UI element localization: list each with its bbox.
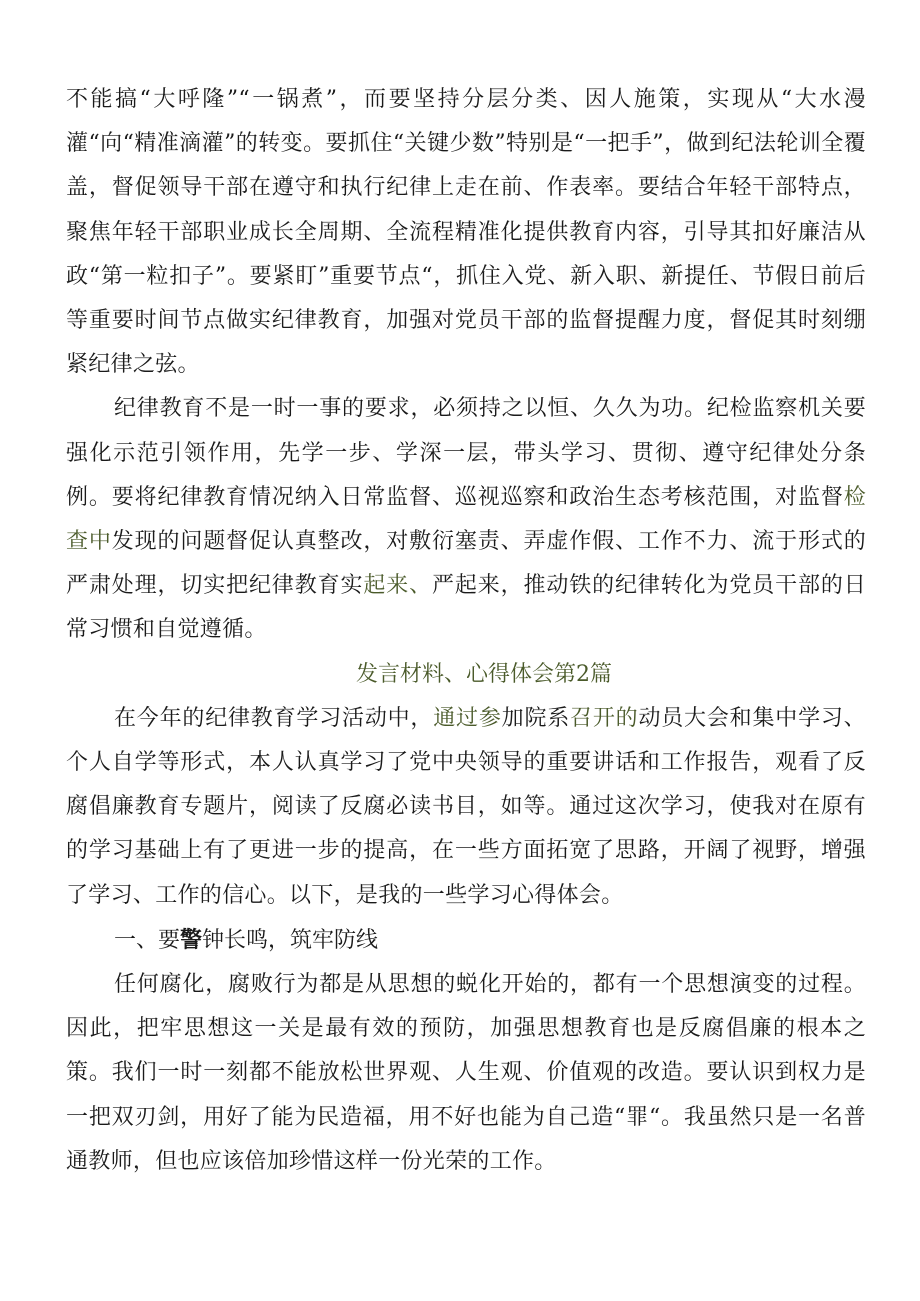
paragraph-2 xyxy=(66,387,866,652)
paragraph-3-highlight-a: 通过参 xyxy=(433,705,502,731)
section-heading-post: 钟长鸣，筑牢防线 xyxy=(202,927,379,953)
paragraph-2-text-a: 纪律教育不是一时一事的要求，必须持之以恒、久久为功。纪检监察机关要强化示范引领作用，先学一步、学深一层，带头学习、贯彻、遵守纪律处分条例。要将纪律教育情况纳入日常监督、巡视巡察和政治生态考核范围，对监督 xyxy=(66,396,866,510)
paragraph-2-text-c: 严起来，推动铁的纪律转化为党员干部的日常习惯和自觉遵循。 xyxy=(66,573,867,643)
section-heading-1 xyxy=(66,918,866,963)
paragraph-2-highlight-a: 检查中 xyxy=(66,484,866,555)
paragraph-3-text-a: 在今年的纪律教育学习活动中， xyxy=(114,705,434,731)
document-page xyxy=(66,78,866,1184)
section-heading-pre: 一、要 xyxy=(114,927,181,953)
section-subtitle: 发言材料、心得体会第2篇 xyxy=(356,661,612,687)
section-heading-bold: 警 xyxy=(180,926,203,953)
paragraph-1: 不能搞“大呼隆”“一锅煮”，而要坚持分层分类、因人施策，实现从“大水漫灌“向“精准滴灌”的转变。要抓住“关键少数”特别是“一把手”，做到纪法轮训全覆盖，督促领导干部在遵守和执行纪律上走在前、作表率。要结合年轻干部特点，聚焦年轻干部职业成长全周期、全流程精准化提供教育内容，引导其扣好廉洁从政“第一粒扣子”。要紧盯”重要节点“，抓住入党、新入职、新提任、节假日前后等重要时间节点做实纪律教育，加强对党员干部的监督提醒力度，督促其时刻绷紧纪律之弦。 xyxy=(66,87,866,378)
paragraph-2-highlight-b: 起来、 xyxy=(363,573,432,599)
paragraph-3-text-c: 动员大会和集中学习、个人自学等形式，本人认真学习了党中央领导的重要讲话和工作报告，观看了反腐倡廉教育专题片，阅读了反腐必读书目，如等。通过这次学习，使我对在原有的学习基础上有了更进一步的提高，在一些方面拓宽了思路，开阔了视野，增强了学习、工作的信心。以下，是我的一些学习心得体会。 xyxy=(66,705,866,908)
paragraph-3-highlight-b: 召开的 xyxy=(570,705,639,731)
paragraph-4: 任何腐化，腐败行为都是从思想的蜕化开始的，都有一个思想演变的过程。因此，把牢思想这一关是最有效的预防，加强思想教育也是反腐倡廉的根本之策。我们一时一刻都不能放松世界观、人生观、价值观的改造。要认识到权力是一把双刃剑，用好了能为民造福，用不好也能为自己造“罪“。我虽然只是一名普通教师，但也应该倍加珍惜这样一份光荣的工作。 xyxy=(66,972,866,1174)
paragraph-3-text-b: 加院系 xyxy=(501,705,571,731)
paragraph-3 xyxy=(66,697,866,918)
paragraph-2-text-b: 发现的问题督促认真整改，对敷衍塞责、弄虚作假、工作不力、流于形式的严肃处理，切实把纪律教育实 xyxy=(66,529,866,599)
